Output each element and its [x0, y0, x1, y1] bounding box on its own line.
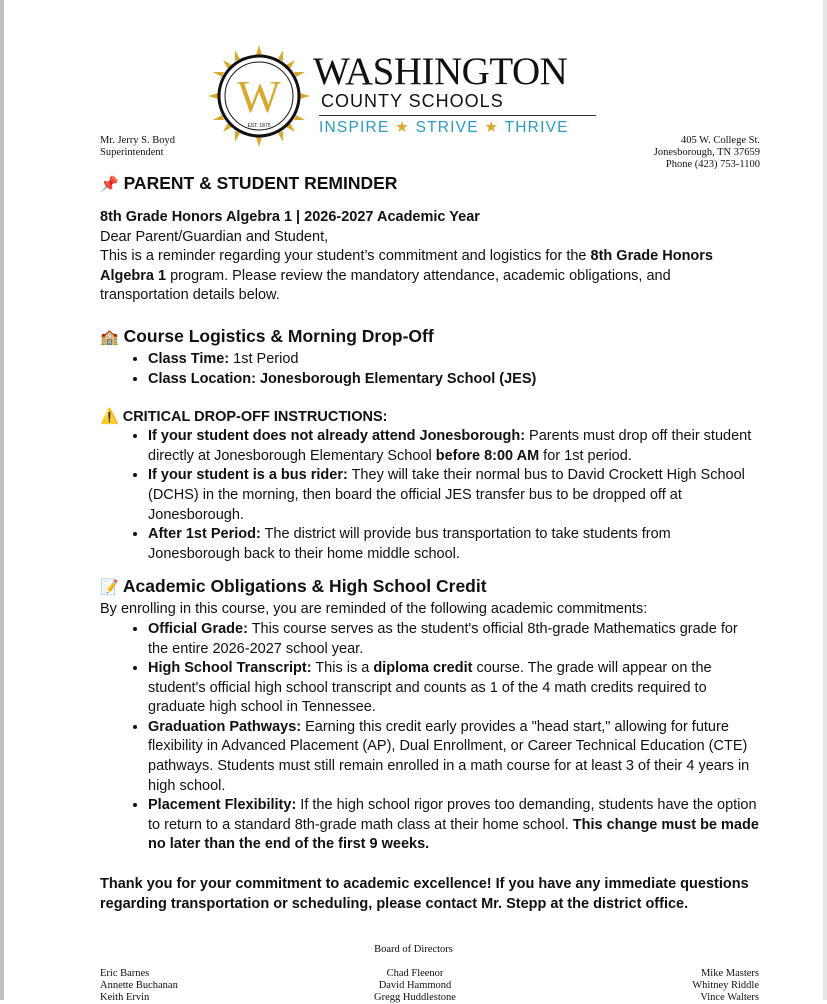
- address-block: [620, 135, 760, 171]
- item-label: If your student does not already attend Jonesborough:: [148, 428, 526, 445]
- page-title-text: PARENT & STUDENT REMINDER: [123, 173, 398, 193]
- pushpin-icon: 📌: [100, 176, 119, 193]
- superintendent-title: Superintendent: [100, 147, 164, 158]
- district-tagline: [319, 120, 569, 136]
- board-member: Whitney Riddle: [692, 980, 759, 991]
- board-member: Mike Masters: [700, 968, 759, 979]
- item-label: Official Grade:: [148, 620, 248, 637]
- list-item: [148, 796, 760, 855]
- item-text: course. The grade will appear on the student's official high school transcript and counts as 1 of the 4 math credits required to graduate high school in Tennessee.: [148, 660, 712, 716]
- page-title: [100, 170, 760, 198]
- critical-list: [100, 427, 760, 564]
- item-text: If the high school rigor proves too demanding, students have the option to return to a standard 8th-grade math class at their home school.: [148, 797, 757, 833]
- class-time-value: 1st Period: [229, 350, 299, 367]
- board-member: David Hammond: [378, 980, 452, 991]
- board-member: Vince Walters: [700, 992, 759, 1003]
- logistics-heading-text: Course Logistics & Morning Drop-Off: [123, 325, 434, 346]
- letter-body: [100, 170, 760, 914]
- item-text: Earning this credit early provides a "head start," allowing for future flexibility in Advanced Placement (AP), Dual Enrollment, or Career Technical Education (CTE) pathways. Students must still remain enrolled in a math course for at least 3 of their 4 years in high school.: [148, 718, 750, 794]
- district-logo-icon: [208, 45, 310, 147]
- closing-paragraph: Thank you for your commitment to academic excellence! If you have any immediate questions regarding transportation or scheduling, please contact Mr. Stepp at the district office.: [100, 876, 749, 912]
- item-text: They will take their normal bus to David Crockett High School (DCHS) in the morning, then board the official JES transfer bus to be dropped off at Jonesborough.: [148, 467, 745, 523]
- page-left-edge: [0, 0, 4, 1000]
- item-emphasis: This change must be made no later than the end of the first 9 weeks.: [148, 816, 759, 853]
- list-item: [148, 350, 760, 370]
- phone-number: Phone (423) 753-1100: [665, 159, 760, 170]
- board-member: Chad Fleenor: [386, 968, 444, 979]
- critical-heading-text: CRITICAL DROP-OFF INSTRUCTIONS:: [122, 409, 388, 426]
- intro-text-a: This is a reminder regarding your student’s commitment and logistics for the: [100, 248, 591, 265]
- item-label: After 1st Period:: [148, 526, 261, 543]
- academic-list: [100, 620, 760, 855]
- list-item: [148, 525, 760, 564]
- tagline-word-2: STRIVE: [415, 119, 479, 136]
- item-emphasis: diploma credit: [373, 660, 473, 677]
- memo-icon: 📝: [100, 579, 119, 597]
- brand-divider: [319, 115, 596, 116]
- district-subname: COUNTY SCHOOLS: [321, 91, 504, 111]
- intro-paragraph: [100, 247, 760, 306]
- logo-letter: W: [237, 71, 281, 122]
- document-subtitle: 8th Grade Honors Algebra 1 | 2026-2027 Academic Year: [100, 209, 480, 225]
- intro-program-name: 8th Grade Honors Algebra 1: [100, 248, 713, 284]
- item-label: If your student is a bus rider:: [148, 467, 348, 484]
- warning-icon: ⚠️: [100, 408, 119, 426]
- class-location: Class Location: Jonesborough Elementary School (JES): [148, 370, 537, 387]
- item-text: Parents must drop off their student directly at Jonesborough Elementary School: [148, 428, 752, 464]
- item-text: This course serves as the student's official 8th-grade Mathematics grade for the entire 2026-2027 school year.: [148, 620, 738, 657]
- list-item: [148, 718, 760, 796]
- item-text: for 1st period.: [539, 447, 632, 464]
- academic-intro: By enrolling in this course, you are reminded of the following academic commitments:: [100, 601, 648, 618]
- logistics-heading: [100, 324, 760, 350]
- board-column-left: [100, 968, 178, 1004]
- item-label: Placement Flexibility:: [148, 797, 297, 814]
- superintendent-block: [100, 135, 175, 159]
- item-text: This is a: [311, 660, 374, 677]
- item-label: High School Transcript:: [148, 660, 312, 677]
- tagline-word-1: INSPIRE: [319, 119, 390, 136]
- critical-heading: [100, 407, 760, 427]
- board-member: Annette Buchanan: [100, 980, 178, 991]
- superintendent-name: Mr. Jerry S. Boyd: [100, 135, 175, 146]
- logistics-list: [100, 350, 760, 389]
- logo-est: EST. 1875: [247, 123, 271, 129]
- board-member: Eric Barnes: [100, 968, 150, 979]
- item-label: Graduation Pathways:: [148, 718, 302, 735]
- academic-heading: [100, 574, 760, 600]
- school-icon: 🏫: [100, 328, 119, 346]
- greeting: Dear Parent/Guardian and Student,: [100, 228, 329, 245]
- tagline-word-3: THRIVE: [504, 119, 569, 136]
- district-name: WASHINGTON: [313, 50, 568, 93]
- class-time-label: Class Time:: [148, 350, 230, 367]
- board-title: Board of Directors: [374, 944, 453, 955]
- board-column-middle: [330, 968, 500, 1004]
- page-right-edge: [823, 0, 827, 1000]
- item-emphasis: before 8:00 AM: [435, 447, 540, 464]
- list-item: [148, 370, 760, 390]
- address-line-1: 405 W. College St.: [680, 135, 760, 146]
- board-member: Gregg Huddlestone: [374, 992, 456, 1003]
- item-text: The district will provide bus transportation to take students from Jonesborough back to their home middle school.: [148, 526, 671, 562]
- list-item: [148, 466, 760, 525]
- list-item: [148, 659, 760, 718]
- list-item: [148, 620, 760, 659]
- board-column-right: [600, 968, 759, 1004]
- board-member: Keith Ervin: [100, 992, 150, 1003]
- list-item: [148, 427, 760, 466]
- star-icon: ★: [394, 119, 411, 136]
- address-line-2: Jonesborough, TN 37659: [653, 147, 760, 158]
- academic-heading-text: Academic Obligations & High School Credit: [122, 576, 487, 597]
- star-icon: ★: [484, 119, 500, 136]
- intro-text-b: program. Please review the mandatory attendance, academic obligations, and transportation details below.: [100, 267, 671, 304]
